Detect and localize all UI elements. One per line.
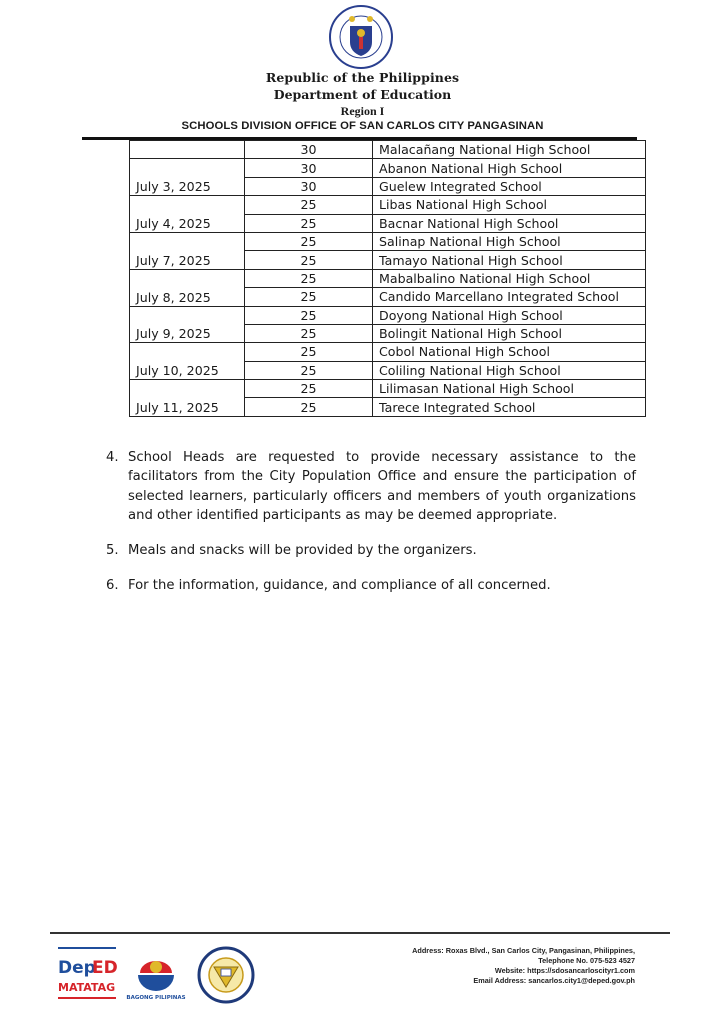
sdo-seal-logo	[199, 948, 253, 1002]
school-name-cell: Tarece Integrated School	[373, 398, 646, 416]
deped-logo-text: Dep	[58, 958, 96, 978]
participant-count-cell: 25	[245, 288, 373, 306]
numbered-items	[106, 448, 636, 612]
school-name-cell: Abanon National High School	[373, 159, 646, 177]
date-cell: July 10, 2025	[130, 343, 245, 380]
school-name-cell: Tamayo National High School	[373, 251, 646, 269]
school-name-cell: Salinap National High School	[373, 232, 646, 250]
item-text: For the information, guidance, and compliance of all concerned.	[128, 578, 551, 594]
participant-count-cell: 30	[245, 159, 373, 177]
table-row	[130, 380, 646, 398]
table-row	[130, 232, 646, 250]
table-row	[130, 159, 646, 177]
participant-count-cell: 25	[245, 232, 373, 250]
header-division: SCHOOLS DIVISION OFFICE OF SAN CARLOS CITY PANGASINAN	[181, 120, 544, 132]
footer-telephone: Telephone No. 075-523 4527	[538, 956, 635, 965]
svg-text:BAGONG PILIPINAS: BAGONG PILIPINAS	[126, 995, 186, 1001]
participant-count-cell: 25	[245, 196, 373, 214]
footer-contact	[412, 946, 635, 986]
school-name-cell: Bacnar National High School	[373, 214, 646, 232]
school-name-cell: Mabalbalino National High School	[373, 269, 646, 287]
header-republic: Republic of the Philippines	[265, 70, 460, 85]
participant-count-cell: 25	[245, 324, 373, 342]
school-name-cell: Bolingit National High School	[373, 324, 646, 342]
item-number: 4.	[106, 450, 119, 465]
participant-count-cell: 30	[245, 177, 373, 195]
table-row	[130, 306, 646, 324]
date-cell: July 8, 2025	[130, 269, 245, 306]
school-name-cell: Doyong National High School	[373, 306, 646, 324]
school-name-cell: Coliling National High School	[373, 361, 646, 379]
school-name-cell: Cobol National High School	[373, 343, 646, 361]
participant-count-cell: 25	[245, 343, 373, 361]
header-department: Department of Education	[273, 87, 452, 102]
matatag-logo-text: MATATAG	[58, 981, 116, 994]
header-region: Region I	[340, 104, 385, 118]
item-text: School Heads are requested to provide necessary assistance to the facilitators from the City Population Office and ensure the participation of selected learners, particularly officers and members of youth organizations and other identified participants as may be deemed appropriate.	[128, 450, 636, 523]
item-number: 5.	[106, 543, 119, 559]
item-text: Meals and snacks will be provided by the organizers.	[128, 543, 477, 559]
deped-seal-logo	[328, 4, 394, 70]
list-item	[106, 448, 636, 525]
school-name-cell: Malacañang National High School	[373, 141, 646, 159]
footer-address: Address: Roxas Blvd., San Carlos City, Pangasinan, Philippines,	[412, 946, 635, 955]
participant-count-cell: 25	[245, 361, 373, 379]
date-cell: July 7, 2025	[130, 232, 245, 269]
item-number: 6.	[106, 578, 119, 594]
bagong-pilipinas-logo	[126, 961, 185, 1001]
participant-count-cell: 25	[245, 380, 373, 398]
footer-logos	[56, 945, 256, 1005]
table-row	[130, 343, 646, 361]
footer-website[interactable]: Website: https://sdosancarloscityr1.com	[494, 966, 635, 975]
date-cell: July 3, 2025	[130, 159, 245, 196]
table-row	[130, 269, 646, 287]
deped-matatag-logo	[58, 947, 118, 999]
list-item	[106, 541, 636, 560]
date-cell: July 4, 2025	[130, 196, 245, 233]
participant-count-cell: 25	[245, 251, 373, 269]
svg-text:ED: ED	[92, 958, 118, 978]
list-item	[106, 576, 636, 595]
participant-count-cell: 25	[245, 398, 373, 416]
participant-count-cell: 25	[245, 306, 373, 324]
participant-count-cell: 30	[245, 141, 373, 159]
footer-email[interactable]: Email Address: sancarlos.city1@deped.gov.ph	[473, 976, 635, 985]
date-cell: July 11, 2025	[130, 380, 245, 417]
table-row	[130, 141, 646, 159]
date-cell	[130, 141, 245, 159]
schedule-table	[129, 140, 646, 417]
participant-count-cell: 25	[245, 269, 373, 287]
table-row	[130, 196, 646, 214]
school-name-cell: Candido Marcellano Integrated School	[373, 288, 646, 306]
school-name-cell: Lilimasan National High School	[373, 380, 646, 398]
participant-count-cell: 25	[245, 214, 373, 232]
school-name-cell: Guelew Integrated School	[373, 177, 646, 195]
date-cell: July 9, 2025	[130, 306, 245, 343]
footer-divider	[50, 932, 670, 934]
school-name-cell: Libas National High School	[373, 196, 646, 214]
